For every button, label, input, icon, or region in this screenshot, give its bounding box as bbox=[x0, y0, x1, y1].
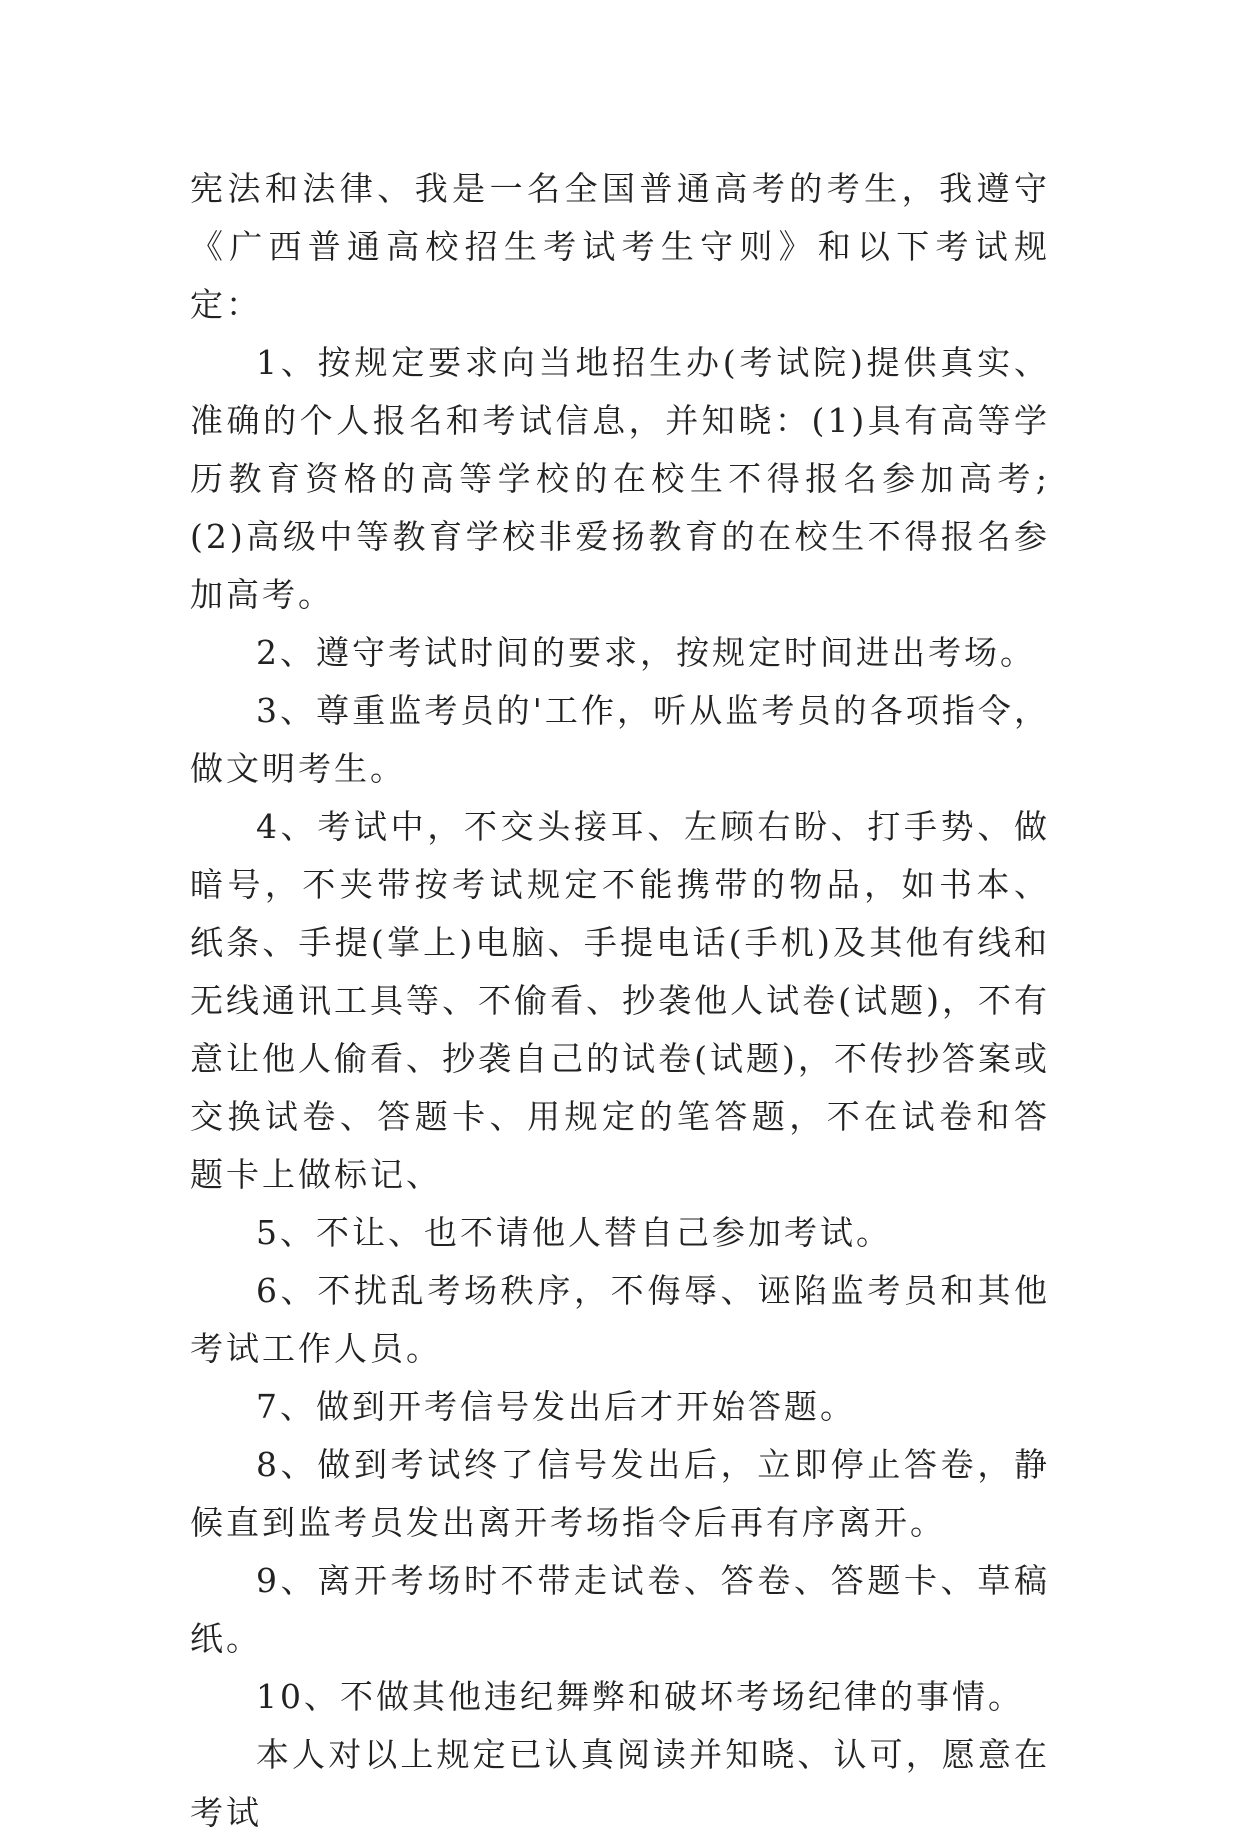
paragraph-rule-6: 6、不扰乱考场秩序，不侮辱、诬陷监考员和其他考试工作人员。 bbox=[190, 1271, 1050, 1368]
paragraph-preamble: 宪法和法律、我是一名全国普通高考的考生，我遵守《广西普通高校招生考试考生守则》和以下考试规定： bbox=[190, 169, 1050, 324]
paragraph-rule-4: 4、考试中，不交头接耳、左顾右盼、打手势、做暗号，不夹带按考试规定不能携带的物品，如书本、纸条、手提(掌上)电脑、手提电话(手机)及其他有线和无线通讯工具等、不偷看、抄袭他人试卷(试题)，不有意让他人偷看、抄袭自己的试卷(试题)，不传抄答案或交换试卷、答题卡、用规定的笔答题，不在试卷和答题卡上做标记、 bbox=[190, 807, 1050, 1194]
paragraph-rule-7: 7、做到开考信号发出后才开始答题。 bbox=[256, 1387, 856, 1426]
paragraph-rule-8: 8、做到考试终了信号发出后，立即停止答卷，静候直到监考员发出离开考场指令后再有序离开。 bbox=[190, 1445, 1050, 1542]
paragraph-rule-3: 3、尊重监考员的'工作，听从监考员的各项指令，做文明考生。 bbox=[190, 691, 1050, 788]
paragraph-rule-9: 9、离开考场时不带走试卷、答卷、答题卡、草稿纸。 bbox=[190, 1561, 1050, 1658]
paragraph-rule-1: 1、按规定要求向当地招生办(考试院)提供真实、准确的个人报名和考试信息，并知晓：(1)具有高等学历教育资格的高等学校的在校生不得报名参加高考;(2)高级中等教育学校非爱扬教育的在校生不得报名参加高考。 bbox=[190, 343, 1050, 614]
document-body bbox=[190, 160, 1050, 1842]
paragraph-rule-5: 5、不让、也不请他人替自己参加考试。 bbox=[256, 1213, 892, 1252]
paragraph-declaration: 本人对以上规定已认真阅读并知晓、认可，愿意在考试 bbox=[190, 1735, 1050, 1832]
paragraph-rule-10: 10、不做其他违纪舞弊和破坏考场纪律的事情。 bbox=[256, 1677, 1024, 1716]
paragraph-rule-2: 2、遵守考试时间的要求，按规定时间进出考场。 bbox=[256, 633, 1036, 672]
